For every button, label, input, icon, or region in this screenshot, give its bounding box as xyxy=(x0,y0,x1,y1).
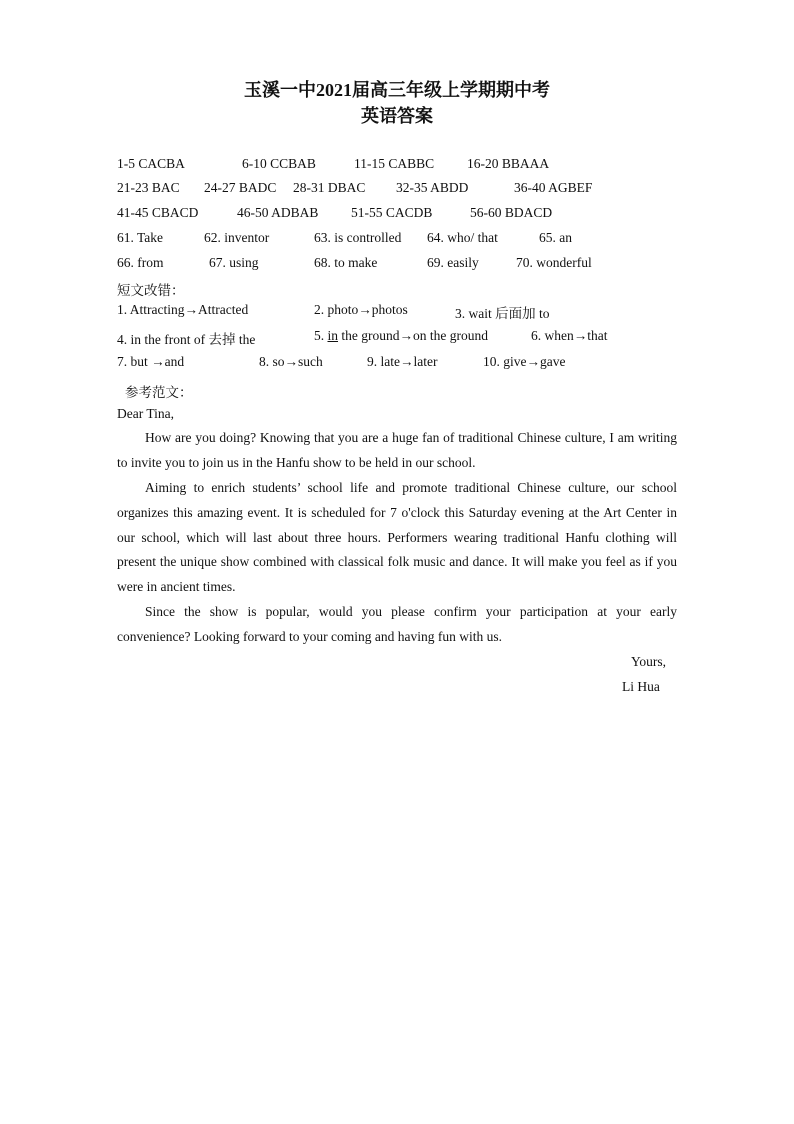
correction-text: the ground→on the ground xyxy=(338,328,488,343)
correction-item: 4. in the front of 去掉 the xyxy=(117,332,256,347)
essay-paragraph-1: How are you doing? Knowing that you are a huge fan of traditional Chinese culture, I am writing to invite you to join us in the Hanfu show to be held in our school. xyxy=(117,430,677,470)
answer-item: 61. Take xyxy=(117,230,164,245)
correction-item xyxy=(314,328,488,344)
correction-item: 9. late→later xyxy=(367,354,438,369)
essay-paragraph-2: Aiming to enrich students’ school life and promote traditional Chinese culture, our school organizes this amazing event. It is scheduled for 7 o'clock this Saturday evening at the Art Center in our school, which will last about three hours. Performers wearing traditional Hanfu clothing will present the unique show combined with classical folk music and dance. It will make you feel as if you were in ancient times. xyxy=(117,480,677,595)
page-title: 玉溪一中2021届高三年级上学期期中考 xyxy=(244,80,550,100)
answer-group: 56-60 BDACD xyxy=(470,205,553,220)
answer-group: 11-15 CABBC xyxy=(354,156,435,171)
essay-greeting: Dear Tina, xyxy=(117,406,174,421)
correction-item: 1. Attracting→Attracted xyxy=(117,302,249,317)
answer-item: 69. easily xyxy=(427,255,479,270)
answer-item: 67. using xyxy=(209,255,259,270)
answer-item: 63. is controlled xyxy=(314,230,402,245)
essay-paragraph-3: Since the show is popular, would you please confirm your participation at your early convenience? Looking forward to your coming and having fun with us. xyxy=(117,604,677,644)
correction-heading: 短文改错： xyxy=(117,283,185,298)
essay-signature: Li Hua xyxy=(622,679,660,694)
answer-group: 21-23 BAC xyxy=(117,180,180,195)
answer-item: 62. inventor xyxy=(204,230,270,245)
answer-item: 66. from xyxy=(117,255,164,270)
answer-item: 70. wonderful xyxy=(516,255,592,270)
answer-group: 1-5 CACBA xyxy=(117,156,185,171)
answer-group: 6-10 CCBAB xyxy=(242,156,316,171)
correction-item: 8. so→such xyxy=(259,354,323,369)
essay-closing: Yours, xyxy=(631,654,667,669)
answer-group: 16-20 BBAAA xyxy=(467,156,550,171)
answer-item: 68. to make xyxy=(314,255,378,270)
answer-group: 36-40 AGBEF xyxy=(514,180,593,195)
answer-group: 24-27 BADC xyxy=(204,180,277,195)
answer-item: 65. an xyxy=(539,230,572,245)
underlined-word: in xyxy=(327,328,339,343)
answer-group: 41-45 CBACD xyxy=(117,205,199,220)
correction-item: 2. photo→photos xyxy=(314,302,408,317)
answer-group: 28-31 DBAC xyxy=(293,180,366,195)
correction-item: 3. wait 后面加 to xyxy=(455,306,550,321)
correction-item: 7. but →and xyxy=(117,354,185,369)
correction-item: 10. give→gave xyxy=(483,354,566,369)
answer-group: 32-35 ABDD xyxy=(396,180,469,195)
page-subtitle: 英语答案 xyxy=(361,106,433,126)
answer-group: 51-55 CACDB xyxy=(351,205,433,220)
essay-heading: 参考范文： xyxy=(125,385,193,400)
answer-group: 46-50 ADBAB xyxy=(237,205,319,220)
answer-item: 64. who/ that xyxy=(427,230,498,245)
correction-number: 5. xyxy=(314,328,328,343)
correction-item: 6. when→that xyxy=(531,328,608,343)
